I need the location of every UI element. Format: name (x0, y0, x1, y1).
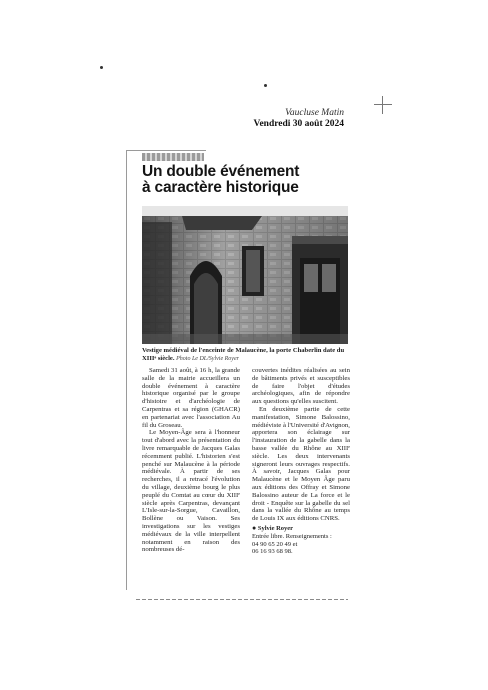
scan-dot-mark (100, 66, 103, 69)
medieval-gate-photo (142, 206, 348, 344)
info-phone-2: 06 16 93 68 98. (252, 548, 293, 556)
caption-text: Vestige médiéval de l'enceinte de Malaucène, la porte Chaberlin date du XIIIᵉ siècle. (142, 347, 345, 362)
clipping-top-edge (126, 150, 206, 151)
article-photo (142, 206, 348, 344)
article-author (252, 525, 350, 533)
paragraph-3: couvertes inédites réalisées au sein de bâtiments privés et susceptibles de faire l'objet d'études archéologiques, afin de répondre aux questions qu'elles suscitent. (252, 367, 350, 406)
info-phone-1: 04 90 65 20 49 et (252, 540, 298, 548)
headline-line-1: Un double événement (142, 163, 300, 180)
article-column-right (252, 367, 350, 556)
event-info (252, 533, 350, 556)
author-bullet-icon: ● (252, 523, 257, 532)
photo-credit: Photo Le DL/Sylvie Royer (176, 356, 239, 362)
masthead (253, 108, 344, 130)
newspaper-clipping (126, 140, 354, 600)
scan-dot-mark (264, 84, 267, 87)
paragraph-2: Le Moyen-Âge sera à l'honneur tout d'abord avec la présentation du livre remarquable de Jacques Galas récemment publié. L'historien s'est penché sur Malaucène à la période médiévale. À partir de ses recherches, il a retracé l'évolution du village, deuxième bourg le plus peuplé du Comtat au cœur du XIIIᵉ siècle après Carpentras, devançant L'Isle-sur-la-Sorgue, Cavaillon, Bollène ou Vaison. Ses investigations sur les vestiges médiévaux de la ville interpellent notamment en raison des nombreuses dé- (142, 429, 240, 554)
headline-line-2: à caractère historique (142, 179, 299, 196)
publication-date: Vendredi 30 août 2024 (253, 119, 344, 129)
author-name: Sylvie Royer (257, 524, 294, 532)
section-rubric-label (142, 153, 204, 161)
photo-caption (142, 347, 352, 363)
article-headline (142, 164, 342, 196)
paragraph-4: En deuxième partie de cette manifestation, Simone Balossino, médiéviste à l'Université d'Avignon, apportera son éclairage sur l'instauration de la gabelle dans la basse vallée du Rhône au XIIIᵉ siècle. Les deux intervenants signeront leurs ouvrages respectifs. À savoir, Jacques Galas pour Malaucène et le Moyen Âge paru aux éditions des Offray et Simone Balossino auteur de La force et le droit - Enquête sur la gabelle du sel dans la vallée du Rhône au temps de Louis IX aux éditions CNRS. (252, 405, 350, 523)
info-line-1: Entrée libre. Renseignements : (252, 532, 332, 540)
clipping-left-edge (126, 150, 127, 590)
newspaper-name: Vaucluse Matin (285, 108, 344, 118)
registration-crosshair-icon (374, 96, 392, 114)
paragraph-1: Samedi 31 août, à 16 h, la grande salle de la mairie accueillera un double événement à caractère historique organisé par le groupe d'histoire et d'archéologie de Carpentras et sa région (GHACR) en partenariat avec l'association Au fil du Groseau. (142, 367, 240, 429)
clipping-bottom-rule (136, 599, 348, 600)
article-column-left (142, 367, 240, 554)
